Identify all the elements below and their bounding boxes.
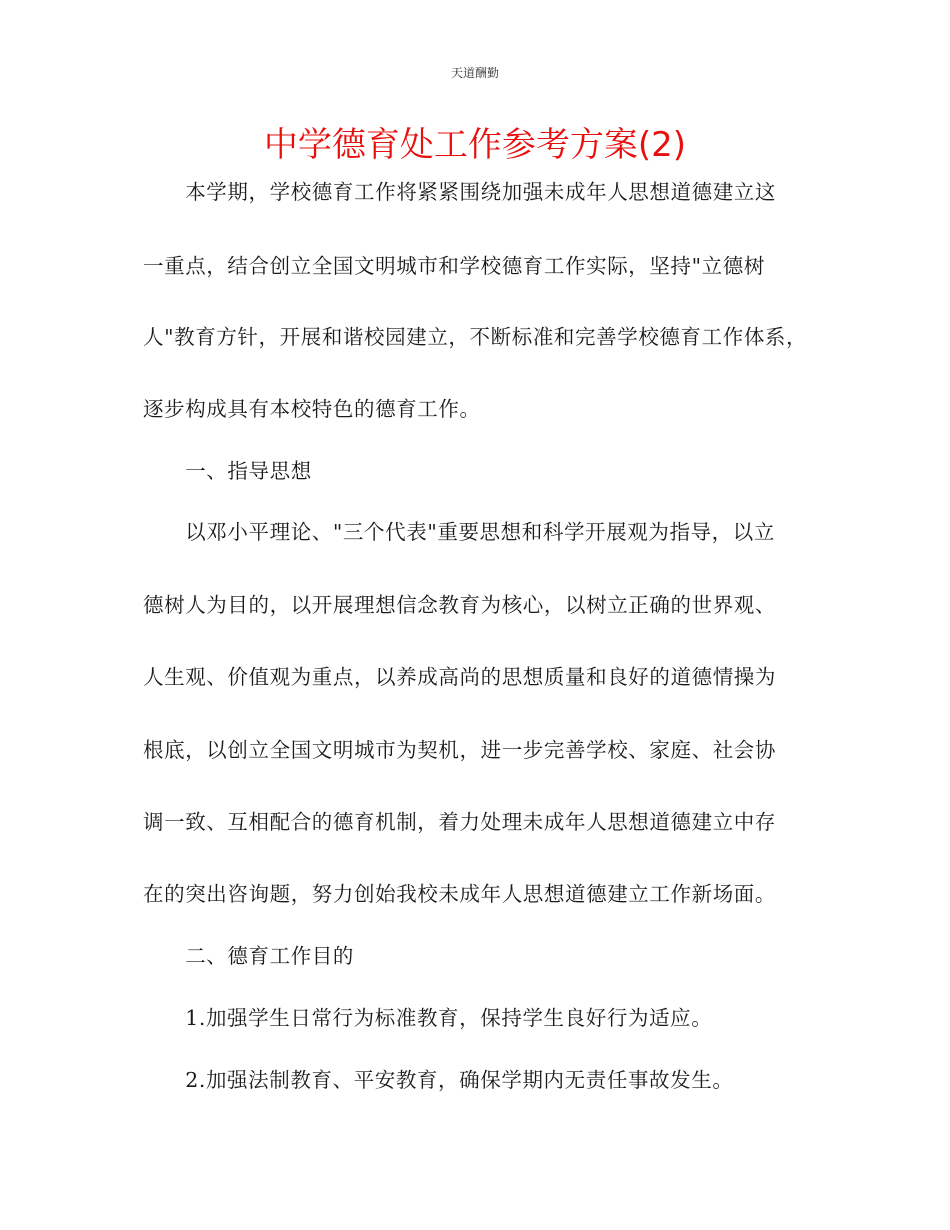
paragraph-line: 德树人为目的，以开展理想信念教育为核心，以树立正确的世界观、 — [143, 593, 776, 617]
paragraph-line: 在的突出咨询题，努力创始我校未成年人思想道德建立工作新场面。 — [143, 882, 776, 906]
paragraph-line: 人生观、价值观为重点，以养成高尚的思想质量和良好的道德情操为 — [143, 665, 776, 689]
paragraph-line: 本学期，学校德育工作将紧紧围绕加强未成年人思想道德建立这 — [143, 180, 776, 204]
section-heading: 二、德育工作目的 — [143, 944, 354, 968]
list-item: 1.加强学生日常行为标准教育，保持学生良好行为适应。 — [143, 1006, 713, 1030]
section-heading: 一、指导思想 — [143, 459, 312, 483]
page-header: 天道酬勤 — [450, 66, 499, 80]
paragraph-line: 调一致、互相配合的德育机制，着力处理未成年人思想道德建立中存 — [143, 810, 776, 834]
paragraph-line: 以邓小平理论、"三个代表"重要思想和科学开展观为指导，以立 — [143, 520, 775, 544]
paragraph-line: 人"教育方针，开展和谐校园建立，不断标准和完善学校德育工作体系， — [143, 325, 808, 349]
paragraph-line: 逐步构成具有本校特色的德育工作。 — [143, 397, 481, 421]
document-title: 中学德育处工作参考方案(2) — [263, 125, 687, 165]
list-item: 2.加强法制教育、平安教育，确保学期内无责任事故发生。 — [143, 1068, 734, 1092]
paragraph-line: 一重点，结合创立全国文明城市和学校德育工作实际，坚持"立德树 — [143, 254, 765, 278]
paragraph-line: 根底，以创立全国文明城市为契机，进一步完善学校、家庭、社会协 — [143, 738, 776, 762]
